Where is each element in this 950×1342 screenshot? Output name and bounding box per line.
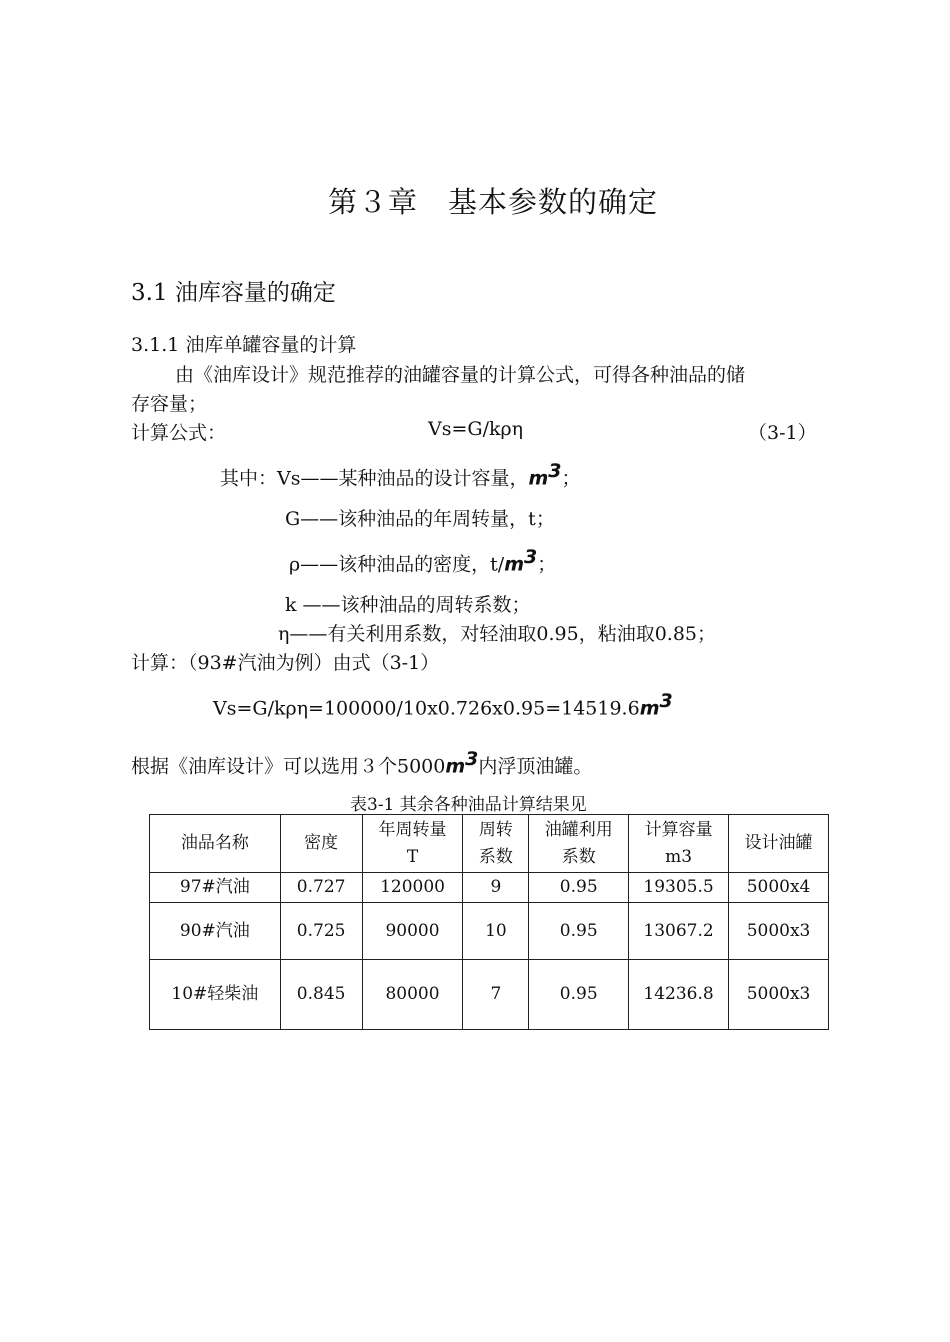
header-cell: 油品名称 bbox=[150, 815, 281, 873]
unit-m: m bbox=[504, 553, 525, 576]
intro-line-2: 存容量； bbox=[131, 393, 208, 415]
results-table bbox=[149, 814, 829, 1030]
table-cell: 7 bbox=[463, 960, 529, 1030]
def-eta: η——有关利用系数，对轻油取0.95，粘油取0.85； bbox=[278, 623, 716, 645]
table-cell: 9 bbox=[463, 873, 529, 903]
header-cell: 周转 系数 bbox=[463, 815, 529, 873]
conclusion-suffix: 内浮顶油罐。 bbox=[478, 755, 593, 778]
table-cell: 19305.5 bbox=[629, 873, 729, 903]
table-row bbox=[150, 903, 829, 960]
def-k: k ——该种油品的周转系数； bbox=[285, 594, 531, 616]
table-caption: 表3-1 其余各种油品计算结果见 bbox=[350, 795, 587, 815]
table-header-row bbox=[150, 815, 829, 873]
table-cell: 0.95 bbox=[529, 960, 629, 1030]
unit-m: m bbox=[528, 467, 549, 490]
unit-exponent: 3 bbox=[548, 460, 562, 482]
header-cell: 油罐利用 系数 bbox=[529, 815, 629, 873]
unit-exponent: 3 bbox=[659, 690, 673, 712]
formula: Vs=G/kρη bbox=[428, 418, 524, 440]
table-row bbox=[150, 960, 829, 1030]
table-cell: 14236.8 bbox=[629, 960, 729, 1030]
conclusion bbox=[131, 748, 592, 778]
calc-formula-text: Vs=G/kρη=100000/10x0.726x0.95=14519.6 bbox=[213, 697, 640, 720]
unit-m: m bbox=[639, 697, 660, 720]
table-cell: 97#汽油 bbox=[150, 873, 281, 903]
def-vs-text: 其中：Vs——某种油品的设计容量， bbox=[220, 467, 529, 490]
conclusion-text: 根据《油库设计》可以选用３个5000 bbox=[131, 755, 446, 778]
table-cell: 0.727 bbox=[280, 873, 362, 903]
intro-line-1: 由《油库设计》规范推荐的油罐容量的计算公式，可得各种油品的储 bbox=[175, 364, 746, 386]
table-cell: 5000x3 bbox=[729, 903, 829, 960]
table-cell: 0.725 bbox=[280, 903, 362, 960]
header-cell: 年周转量 T bbox=[362, 815, 463, 873]
table-cell: 0.95 bbox=[529, 873, 629, 903]
chapter-title: 第３章 基本参数的确定 bbox=[328, 185, 659, 219]
def-rho bbox=[289, 546, 556, 576]
table-cell: 5000x4 bbox=[729, 873, 829, 903]
def-vs bbox=[220, 460, 581, 490]
section-title: 3.1 油库容量的确定 bbox=[131, 280, 336, 306]
table-cell: 10#轻柴油 bbox=[150, 960, 281, 1030]
formula-label: 计算公式： bbox=[131, 422, 227, 444]
header-cell: 密度 bbox=[280, 815, 362, 873]
subsection-title: 3.1.1 油库单罐容量的计算 bbox=[131, 334, 357, 356]
unit-exponent: 3 bbox=[465, 748, 479, 770]
table-cell: 13067.2 bbox=[629, 903, 729, 960]
table-row bbox=[150, 873, 829, 903]
table-cell: 90000 bbox=[362, 903, 463, 960]
formula-number: （3-1） bbox=[748, 422, 817, 444]
unit-m: m bbox=[445, 755, 466, 778]
def-rho-text: ρ——该种油品的密度，t/ bbox=[289, 553, 505, 576]
def-g: G——该种油品的年周转量，t； bbox=[285, 508, 555, 530]
def-rho-suffix: ； bbox=[537, 553, 557, 576]
calc-label: 计算：（93#汽油为例）由式（3-1） bbox=[131, 652, 440, 674]
table-cell: 120000 bbox=[362, 873, 463, 903]
table-cell: 80000 bbox=[362, 960, 463, 1030]
table-cell: 0.845 bbox=[280, 960, 362, 1030]
header-cell: 设计油罐 bbox=[729, 815, 829, 873]
unit-exponent: 3 bbox=[524, 546, 538, 568]
header-cell: 计算容量 m3 bbox=[629, 815, 729, 873]
table-cell: 5000x3 bbox=[729, 960, 829, 1030]
def-vs-suffix: ； bbox=[561, 467, 581, 490]
table-cell: 10 bbox=[463, 903, 529, 960]
calc-formula bbox=[213, 690, 673, 719]
table-cell: 90#汽油 bbox=[150, 903, 281, 960]
table-cell: 0.95 bbox=[529, 903, 629, 960]
